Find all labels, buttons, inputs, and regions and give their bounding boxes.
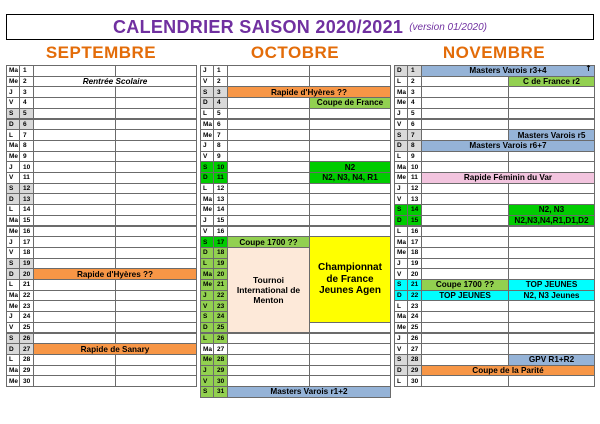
november-day-name: J — [394, 258, 408, 270]
october-day-number: 3 — [213, 86, 228, 98]
november-event: Masters Varois r3+4 — [421, 65, 595, 77]
version-text: (version 01/2020) — [409, 21, 488, 33]
october-day-number: 7 — [213, 129, 228, 141]
september-day-number: 4 — [19, 97, 34, 109]
november-day-number: 12 — [407, 183, 422, 195]
september-event: Rapide de Sanary — [33, 343, 197, 355]
september-day-name: V — [6, 97, 20, 109]
november-day-number: 9 — [407, 151, 422, 163]
november-event: Rapide Féminin du Var — [421, 172, 595, 184]
november-day-name: Me — [394, 322, 408, 334]
september-day-number: 29 — [19, 365, 34, 377]
november-day-name: J — [394, 108, 408, 120]
october-day-name: D — [200, 247, 214, 259]
september-day-number: 6 — [19, 119, 34, 131]
september-day-number: 7 — [19, 129, 34, 141]
october-day-name: S — [200, 161, 214, 173]
november-day-name: D — [394, 215, 408, 227]
september-day-name: Me — [6, 226, 20, 238]
september-day-name: S — [6, 333, 20, 345]
november-day-name: S — [394, 204, 408, 216]
october-day-name: D — [200, 97, 214, 109]
october-day-name: L — [200, 108, 214, 120]
month-header-october: OCTOBRE — [250, 43, 340, 62]
up-arrow-icon: ↑ — [585, 64, 592, 73]
september-event: Rapide d'Hyères ?? — [33, 268, 197, 280]
september-day-number: 25 — [19, 322, 34, 334]
september-day-name: S — [6, 108, 20, 120]
november-event: TOP JEUNES — [421, 290, 509, 302]
november-day-number: 5 — [407, 108, 422, 120]
november-day-name: Me — [394, 172, 408, 184]
october-event: Rapide d'Hyères ?? — [227, 86, 391, 98]
november-day-number: 15 — [407, 215, 422, 227]
november-day-name: L — [394, 151, 408, 163]
october-day-number: 31 — [213, 386, 228, 398]
october-event: Championnat de France Jeunes Agen — [309, 236, 391, 323]
september-day-number: 19 — [19, 258, 34, 270]
october-day-name: Ma — [200, 343, 214, 355]
september-day-name: Ma — [6, 140, 20, 152]
october-event: N2 — [309, 161, 391, 173]
october-day-number: 22 — [213, 290, 228, 302]
october-day-number: 10 — [213, 161, 228, 173]
september-day-name: V — [6, 172, 20, 184]
november-day-number: 21 — [407, 279, 422, 291]
november-day-name: S — [394, 279, 408, 291]
october-day-name: Ma — [200, 119, 214, 131]
september-day-number: 9 — [19, 151, 34, 163]
september-day-number: 30 — [19, 375, 34, 387]
october-day-name: V — [200, 151, 214, 163]
november-day-number: 13 — [407, 193, 422, 205]
november-day-name: D — [394, 290, 408, 302]
october-day-name: S — [200, 311, 214, 323]
november-day-number: 8 — [407, 140, 422, 152]
november-day-name: D — [394, 140, 408, 152]
september-day-name: Me — [6, 375, 20, 387]
september-day-name: J — [6, 86, 20, 98]
october-day-number: 1 — [213, 65, 228, 77]
september-day-number: 18 — [19, 247, 34, 259]
november-day-name: L — [394, 76, 408, 88]
november-day-name: L — [394, 375, 408, 387]
november-day-number: 1 — [407, 65, 422, 77]
september-day-number: 17 — [19, 236, 34, 248]
november-day-name: J — [394, 183, 408, 195]
october-event: Tournoi International de Menton — [227, 247, 310, 334]
november-day-name: D — [394, 65, 408, 77]
september-day-name: L — [6, 279, 20, 291]
october-day-name: Me — [200, 129, 214, 141]
october-day-name: V — [200, 226, 214, 238]
november-day-number: 23 — [407, 300, 422, 312]
october-day-number: 24 — [213, 311, 228, 323]
november-day-name: V — [394, 268, 408, 280]
september-day-name: Ma — [6, 290, 20, 302]
october-day-name: L — [200, 183, 214, 195]
october-day-name: L — [200, 333, 214, 345]
november-event: Coupe de la Parité — [421, 365, 595, 377]
september-day-number: 13 — [19, 193, 34, 205]
october-day-name: S — [200, 386, 214, 398]
october-day-number: 5 — [213, 108, 228, 120]
september-day-number: 1 — [19, 65, 34, 77]
november-event: Masters Varois r6+7 — [421, 140, 595, 152]
september-day-number: 15 — [19, 215, 34, 227]
september-day-number: 8 — [19, 140, 34, 152]
october-day-name: S — [200, 86, 214, 98]
calendar-title — [0, 14, 600, 40]
october-day-number: 9 — [213, 151, 228, 163]
november-day-number: 30 — [407, 375, 422, 387]
october-day-number: 17 — [213, 236, 228, 248]
november-day-name: V — [394, 343, 408, 355]
november-day-number: 25 — [407, 322, 422, 334]
october-day-name: Me — [200, 354, 214, 366]
november-day-number: 10 — [407, 161, 422, 173]
september-event-cell-left — [33, 375, 116, 387]
october-event: N2, N3, N4, R1 — [309, 172, 391, 184]
november-day-number: 29 — [407, 365, 422, 377]
october-day-number: 28 — [213, 354, 228, 366]
september-day-number: 14 — [19, 204, 34, 216]
october-day-name: V — [200, 375, 214, 387]
september-day-name: L — [6, 129, 20, 141]
november-day-number: 28 — [407, 354, 422, 366]
november-day-name: L — [394, 300, 408, 312]
november-day-number: 7 — [407, 129, 422, 141]
november-event: N2, N3 — [508, 204, 595, 216]
november-event: N2,N3,N4,R1,D1,D2 — [508, 215, 595, 227]
october-day-number: 18 — [213, 247, 228, 259]
september-day-name: S — [6, 258, 20, 270]
november-day-number: 26 — [407, 333, 422, 345]
october-day-name: V — [200, 76, 214, 88]
september-day-number: 28 — [19, 354, 34, 366]
november-day-number: 27 — [407, 343, 422, 355]
october-day-number: 4 — [213, 97, 228, 109]
october-day-name: V — [200, 300, 214, 312]
october-day-name: Me — [200, 204, 214, 216]
september-day-name: D — [6, 193, 20, 205]
november-event-cell-left — [421, 375, 509, 387]
september-day-name: D — [6, 268, 20, 280]
november-day-number: 18 — [407, 247, 422, 259]
september-day-number: 20 — [19, 268, 34, 280]
november-day-name: Ma — [394, 236, 408, 248]
november-day-number: 11 — [407, 172, 422, 184]
november-day-number: 16 — [407, 226, 422, 238]
september-day-name: S — [6, 183, 20, 195]
september-day-number: 22 — [19, 290, 34, 302]
october-day-name: J — [200, 215, 214, 227]
september-event: Rentrée Scolaire — [33, 76, 197, 88]
october-event: Masters Varois r1+2 — [227, 386, 391, 398]
october-day-number: 15 — [213, 215, 228, 227]
september-day-name: Ma — [6, 215, 20, 227]
october-day-name: L — [200, 258, 214, 270]
september-day-number: 27 — [19, 343, 34, 355]
september-day-name: V — [6, 322, 20, 334]
november-event: GPV R1+R2 — [508, 354, 595, 366]
november-day-name: S — [394, 354, 408, 366]
october-day-number: 19 — [213, 258, 228, 270]
october-day-number: 2 — [213, 76, 228, 88]
november-day-number: 6 — [407, 119, 422, 131]
october-day-number: 12 — [213, 183, 228, 195]
november-day-number: 4 — [407, 97, 422, 109]
november-event: Masters Varois r5 — [508, 129, 595, 141]
october-day-number: 25 — [213, 322, 228, 334]
october-day-name: D — [200, 322, 214, 334]
september-day-number: 23 — [19, 300, 34, 312]
september-day-name: J — [6, 236, 20, 248]
november-day-name: Ma — [394, 161, 408, 173]
september-day-name: Ma — [6, 365, 20, 377]
october-day-number: 8 — [213, 140, 228, 152]
october-day-name: D — [200, 172, 214, 184]
november-day-number: 22 — [407, 290, 422, 302]
october-day-number: 20 — [213, 268, 228, 280]
october-day-name: J — [200, 365, 214, 377]
september-day-number: 2 — [19, 76, 34, 88]
september-day-name: Me — [6, 300, 20, 312]
september-day-number: 26 — [19, 333, 34, 345]
november-day-number: 14 — [407, 204, 422, 216]
october-day-name: Ma — [200, 268, 214, 280]
november-event: C de France r2 — [508, 76, 595, 88]
october-day-name: J — [200, 140, 214, 152]
november-day-name: D — [394, 365, 408, 377]
september-day-number: 10 — [19, 161, 34, 173]
september-day-number: 21 — [19, 279, 34, 291]
october-day-name: J — [200, 290, 214, 302]
october-day-number: 13 — [213, 193, 228, 205]
november-day-name: V — [394, 119, 408, 131]
november-day-name: Ma — [394, 86, 408, 98]
september-day-number: 16 — [19, 226, 34, 238]
october-day-name: Ma — [200, 193, 214, 205]
september-day-name: V — [6, 247, 20, 259]
october-day-name: J — [200, 65, 214, 77]
november-event-cell-right — [508, 375, 595, 387]
september-day-name: D — [6, 119, 20, 131]
october-day-number: 27 — [213, 343, 228, 355]
september-day-number: 12 — [19, 183, 34, 195]
september-event-cell-right — [115, 375, 197, 387]
november-day-name: S — [394, 129, 408, 141]
september-day-name: Me — [6, 76, 20, 88]
october-day-number: 11 — [213, 172, 228, 184]
november-event: TOP JEUNES — [508, 279, 595, 291]
november-day-name: Ma — [394, 311, 408, 323]
november-day-name: L — [394, 226, 408, 238]
october-day-number: 6 — [213, 119, 228, 131]
september-day-name: Ma — [6, 65, 20, 77]
october-day-number: 14 — [213, 204, 228, 216]
november-day-number: 17 — [407, 236, 422, 248]
month-header-september: SEPTEMBRE — [45, 43, 157, 62]
october-day-number: 16 — [213, 226, 228, 238]
november-event: N2, N3 Jeunes — [508, 290, 595, 302]
october-day-number: 29 — [213, 365, 228, 377]
september-day-name: J — [6, 161, 20, 173]
october-event: Coupe de France — [309, 97, 391, 109]
october-day-name: S — [200, 236, 214, 248]
september-day-number: 24 — [19, 311, 34, 323]
september-day-name: L — [6, 354, 20, 366]
october-event: Coupe 1700 ?? — [227, 236, 310, 248]
september-day-name: D — [6, 343, 20, 355]
november-day-number: 3 — [407, 86, 422, 98]
october-day-number: 26 — [213, 333, 228, 345]
november-day-number: 19 — [407, 258, 422, 270]
november-day-name: Me — [394, 97, 408, 109]
title-text: CALENDRIER SAISON 2020/2021 — [112, 16, 404, 37]
october-day-number: 30 — [213, 375, 228, 387]
september-day-name: J — [6, 311, 20, 323]
november-day-number: 2 — [407, 76, 422, 88]
october-day-number: 21 — [213, 279, 228, 291]
november-day-name: V — [394, 193, 408, 205]
october-day-name: Me — [200, 279, 214, 291]
month-header-november: NOVEMBRE — [442, 43, 546, 62]
september-day-number: 5 — [19, 108, 34, 120]
september-day-name: L — [6, 204, 20, 216]
september-day-number: 11 — [19, 172, 34, 184]
november-day-number: 24 — [407, 311, 422, 323]
november-event: Coupe 1700 ?? — [421, 279, 509, 291]
november-day-name: Me — [394, 247, 408, 259]
october-day-number: 23 — [213, 300, 228, 312]
november-day-name: J — [394, 333, 408, 345]
november-day-number: 20 — [407, 268, 422, 280]
september-day-name: Me — [6, 151, 20, 163]
september-day-number: 3 — [19, 86, 34, 98]
